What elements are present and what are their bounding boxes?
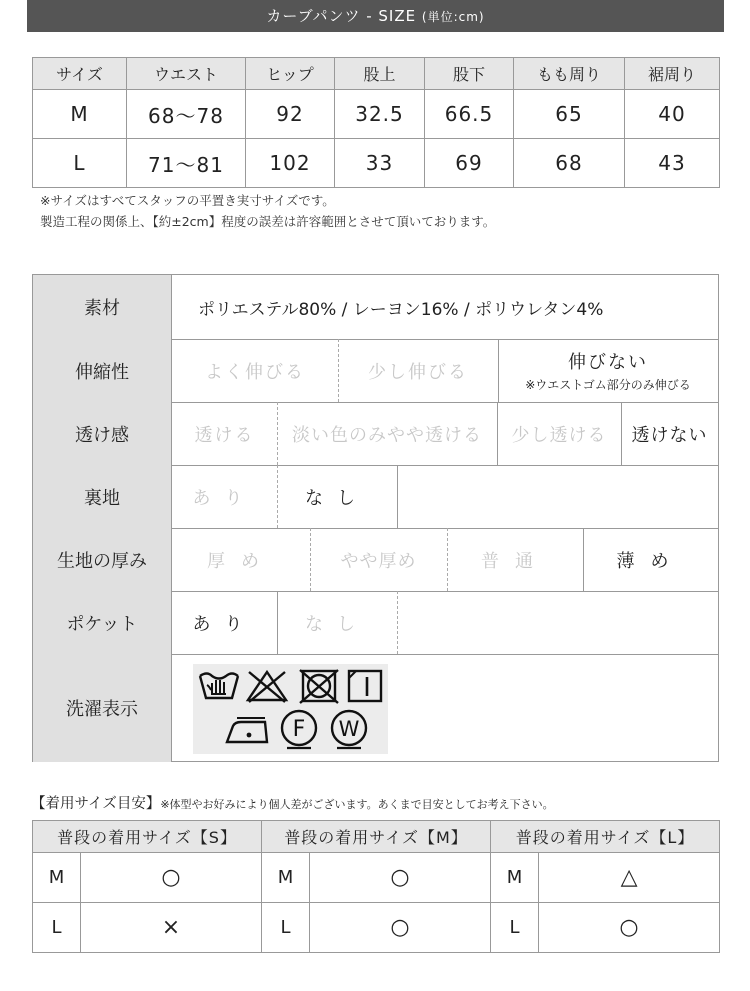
fit-mark: × <box>81 903 262 953</box>
spec-row-pocket <box>33 591 718 655</box>
spec-label-sheer: 透け感 <box>33 402 172 465</box>
spec-label-thickness: 生地の厚み <box>33 528 172 591</box>
spec-row-washing <box>33 654 718 762</box>
table-cell: 40 <box>625 90 720 139</box>
fit-mark: ○ <box>539 903 720 953</box>
header-waist: ウエスト <box>127 58 246 90</box>
sheer-option-selected: 透けない <box>631 424 708 446</box>
table-cell: L <box>33 139 127 188</box>
fit-mark: ○ <box>310 903 491 953</box>
stretch-option-selected <box>498 339 718 402</box>
fit-size-label: M <box>33 853 81 903</box>
table-row <box>33 139 720 188</box>
table-cell: 68〜78 <box>127 90 246 139</box>
fit-mark: ○ <box>310 853 491 903</box>
fit-header-m: 普段の着用サイズ【M】 <box>262 821 491 853</box>
lining-option: あり <box>172 465 278 528</box>
fit-guide-table <box>32 820 720 953</box>
table-cell: 32.5 <box>335 90 425 139</box>
fit-guide-title: 【着用サイズ目安】 <box>31 796 161 812</box>
spec-table <box>32 274 719 762</box>
spec-row-sheer <box>33 402 718 466</box>
fit-mark: ○ <box>81 853 262 903</box>
fit-size-label: L <box>491 903 539 953</box>
spec-label-washing: 洗濯表示 <box>33 654 172 762</box>
table-cell: 68 <box>514 139 625 188</box>
size-table-header <box>33 58 720 90</box>
table-row <box>33 853 720 903</box>
fit-mark: △ <box>539 853 720 903</box>
fit-size-label: M <box>491 853 539 903</box>
spec-row-stretch <box>33 339 718 403</box>
spec-row-material <box>33 275 718 340</box>
spec-row-thickness <box>33 528 718 592</box>
thickness-option: 普通 <box>447 528 584 591</box>
low-iron-icon <box>223 712 275 748</box>
line-dry-shade-icon <box>345 668 385 704</box>
table-cell: 33 <box>335 139 425 188</box>
header-thigh: もも周り <box>514 58 625 90</box>
spec-label-pocket: ポケット <box>33 591 172 654</box>
table-row <box>33 903 720 953</box>
no-bleach-icon <box>245 668 289 704</box>
fit-size-label: L <box>262 903 310 953</box>
page-title: カーブパンツ - SIZE <box>266 7 417 25</box>
spec-label-stretch: 伸縮性 <box>33 339 172 402</box>
spec-row-lining <box>33 465 718 529</box>
header-size: サイズ <box>33 58 127 90</box>
thickness-option: 厚め <box>172 528 311 591</box>
unit-label: (単位:cm) <box>421 10 485 24</box>
dry-clean-f-icon <box>277 708 321 752</box>
stretch-option: 少し伸びる <box>338 339 499 402</box>
fit-guide-heading <box>31 792 554 813</box>
table-cell: 92 <box>246 90 335 139</box>
table-cell: 43 <box>625 139 720 188</box>
header-hem: 裾周り <box>625 58 720 90</box>
table-cell: 102 <box>246 139 335 188</box>
tolerance-note: 製造工程の関係上、【約±2cm】程度の誤差は許容範囲とさせて頂いております。 <box>40 214 496 229</box>
fit-guide-header <box>33 821 720 853</box>
washing-symbols <box>193 664 388 754</box>
lining-option-selected: なし <box>277 465 398 528</box>
sheer-option: 淡い色のみやや透ける <box>277 402 498 465</box>
header-rise: 股上 <box>335 58 425 90</box>
fit-header-l: 普段の着用サイズ【L】 <box>491 821 720 853</box>
no-tumble-dry-icon <box>297 668 341 704</box>
fit-guide-note: ※体型やお好みにより個人差がございます。あくまで目安としてお考え下さい。 <box>160 798 554 811</box>
table-row <box>33 90 720 139</box>
sheer-option: 少し透ける <box>497 402 622 465</box>
svg-text:W: W <box>338 717 360 741</box>
table-cell: 71〜81 <box>127 139 246 188</box>
stretch-option: よく伸びる <box>172 339 339 402</box>
spec-label-material: 素材 <box>33 275 172 339</box>
material-value: ポリエステル80% / レーヨン16% / ポリウレタン4% <box>198 299 604 320</box>
header-hip: ヒップ <box>246 58 335 90</box>
pocket-option-selected: あり <box>172 591 278 654</box>
fit-header-s: 普段の着用サイズ【S】 <box>33 821 262 853</box>
table-cell: 65 <box>514 90 625 139</box>
table-cell: M <box>33 90 127 139</box>
size-note: ※サイズはすべてスタッフの平置き実寸サイズです。 <box>40 193 335 208</box>
sheer-option: 透ける <box>172 402 278 465</box>
pocket-option: なし <box>277 591 398 654</box>
size-table <box>32 57 720 188</box>
fit-size-label: L <box>33 903 81 953</box>
table-cell: 69 <box>425 139 514 188</box>
table-cell: 66.5 <box>425 90 514 139</box>
stretch-note: ※ウエストゴム部分のみ伸びる <box>525 378 691 392</box>
hand-wash-icon <box>197 668 241 704</box>
svg-text:F: F <box>292 717 306 742</box>
stretch-selected-label: 伸びない <box>568 352 648 373</box>
header-inseam: 股下 <box>425 58 514 90</box>
wet-clean-w-icon <box>327 708 371 752</box>
fit-size-label: M <box>262 853 310 903</box>
thickness-option: やや厚め <box>310 528 448 591</box>
thickness-option-selected: 薄め <box>616 550 685 572</box>
spec-label-lining: 裏地 <box>33 465 172 528</box>
title-bar <box>27 0 724 32</box>
